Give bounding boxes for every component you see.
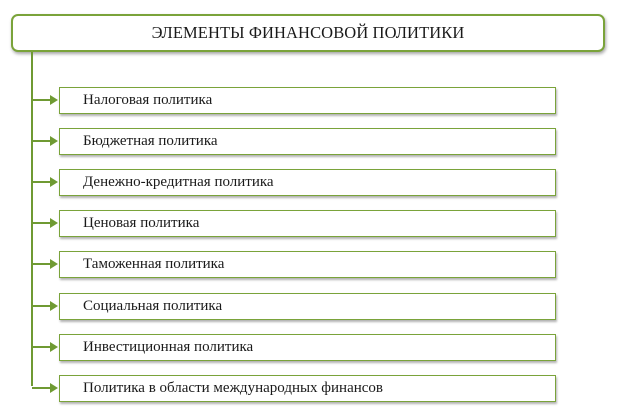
policy-item (32, 251, 556, 278)
policy-item-label: Налоговая политика (59, 87, 556, 114)
policy-item-label: Политика в области международных финансов (59, 375, 556, 402)
arrow-right-icon (50, 259, 58, 269)
policy-item-label: Таможенная политика (59, 251, 556, 278)
policy-item (32, 375, 556, 402)
policy-item-label: Денежно-кредитная политика (59, 169, 556, 196)
arrow-right-icon (50, 218, 58, 228)
arrow-right-icon (50, 301, 58, 311)
connector-line (32, 99, 51, 101)
diagram-title: ЭЛЕМЕНТЫ ФИНАНСОВОЙ ПОЛИТИКИ (11, 14, 605, 52)
connector-line (32, 140, 51, 142)
connector-line (32, 263, 51, 265)
policy-item-label: Социальная политика (59, 293, 556, 320)
connector-line (32, 387, 51, 389)
policy-item (32, 293, 556, 320)
connector-line (32, 222, 51, 224)
arrow-right-icon (50, 177, 58, 187)
policy-item (32, 87, 556, 114)
policy-item-label: Ценовая политика (59, 210, 556, 237)
policy-item (32, 128, 556, 155)
arrow-right-icon (50, 136, 58, 146)
connector-line (32, 305, 51, 307)
policy-item (32, 169, 556, 196)
policy-item (32, 334, 556, 361)
policy-item-label: Бюджетная политика (59, 128, 556, 155)
arrow-right-icon (50, 383, 58, 393)
arrow-right-icon (50, 342, 58, 352)
policy-item (32, 210, 556, 237)
connector-line (32, 346, 51, 348)
arrow-right-icon (50, 95, 58, 105)
policy-item-label: Инвестиционная политика (59, 334, 556, 361)
connector-line (32, 181, 51, 183)
